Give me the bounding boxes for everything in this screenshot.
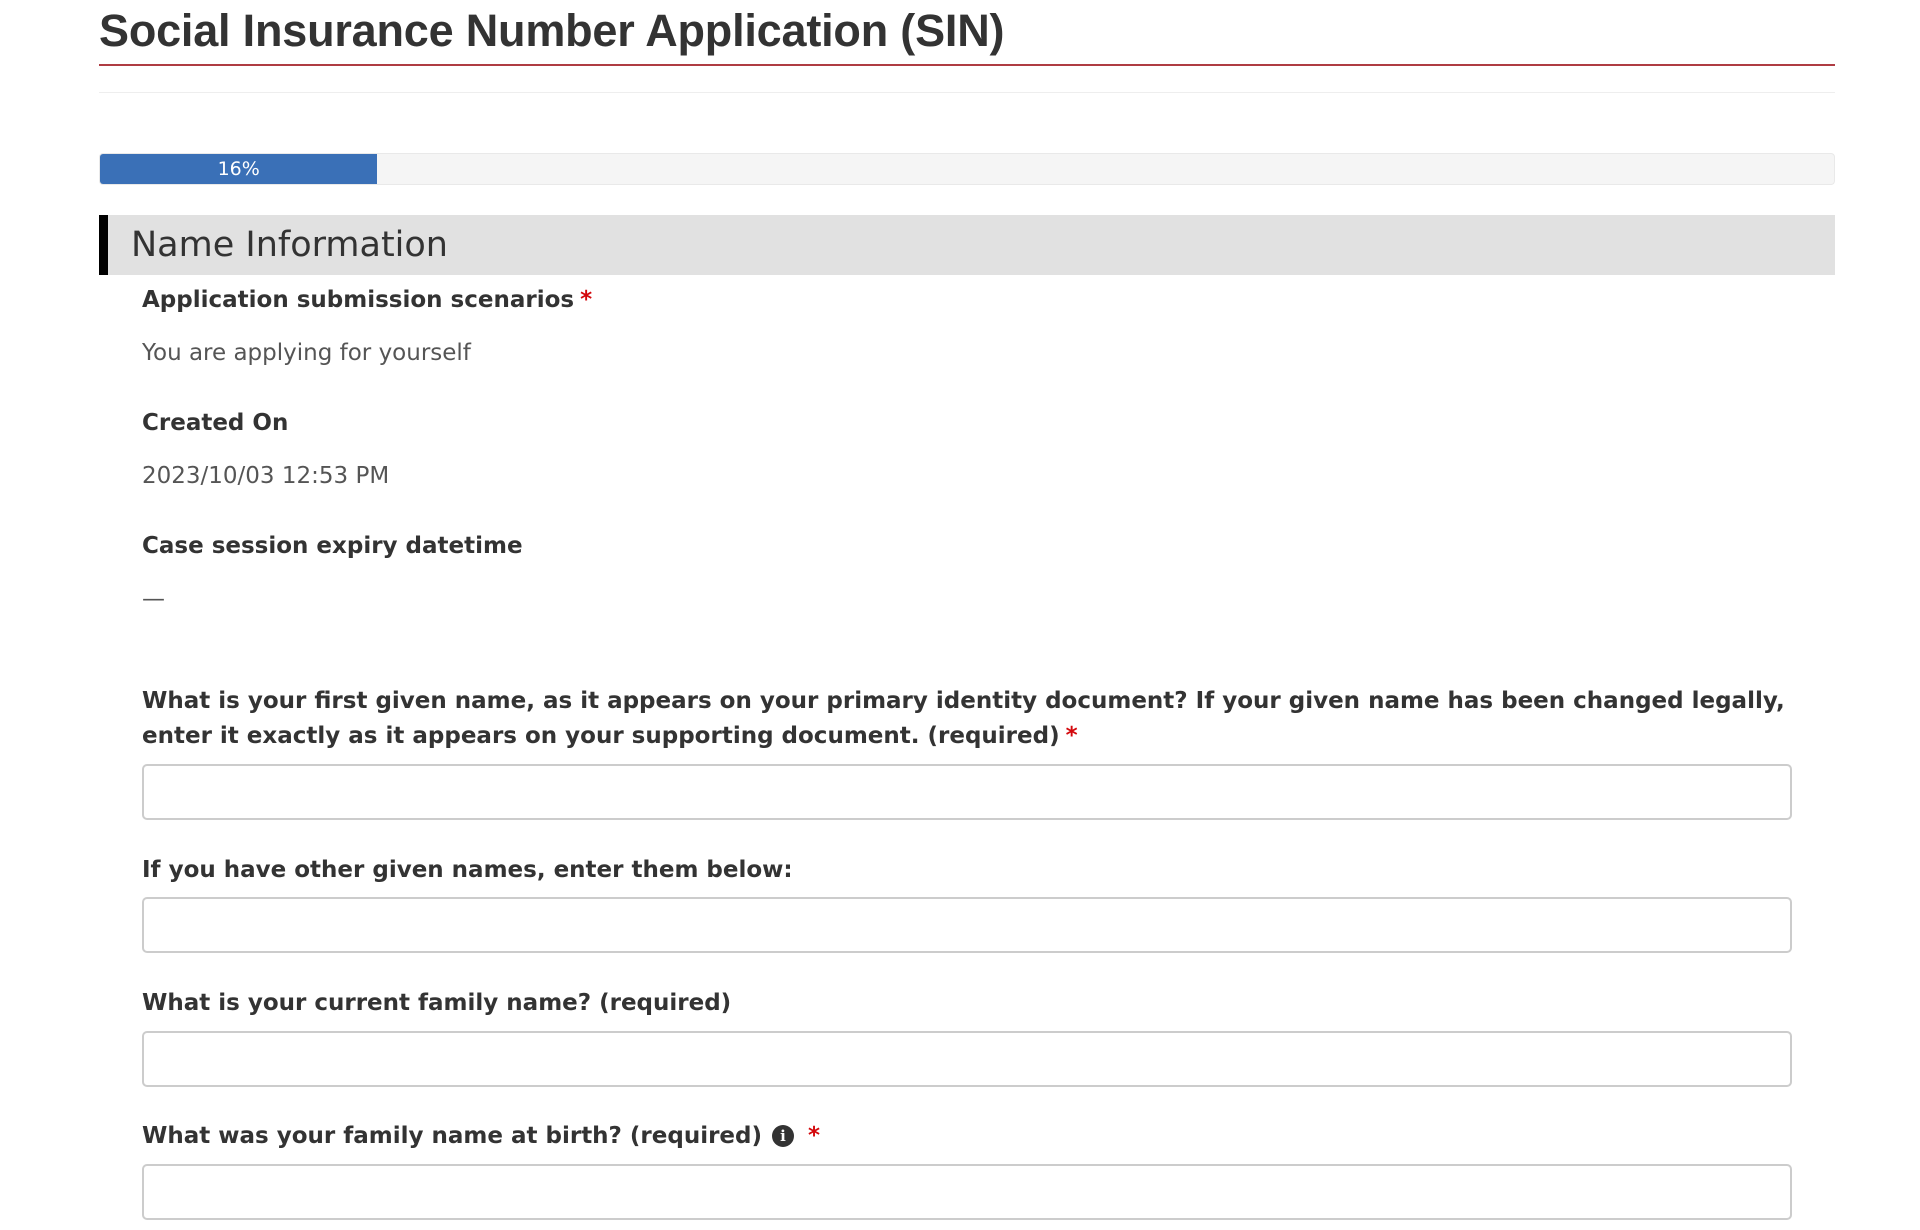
info-circle-icon[interactable]: i <box>772 1125 794 1147</box>
other-given-names-input[interactable] <box>142 897 1792 953</box>
page-title: Social Insurance Number Application (SIN) <box>99 5 1005 56</box>
title-divider <box>99 64 1835 66</box>
progress-bar <box>99 153 1835 185</box>
first-given-name-input[interactable] <box>142 764 1792 820</box>
light-divider <box>99 92 1835 93</box>
session-expiry-value: — <box>142 586 165 612</box>
created-on-label: Created On <box>142 410 289 436</box>
created-on-value: 2023/10/03 12:53 PM <box>142 463 390 489</box>
progress-bar-fill: 16% <box>100 154 377 184</box>
section-header: Name Information <box>99 215 1835 275</box>
required-star: * <box>1065 723 1078 749</box>
required-star: * <box>808 1123 821 1149</box>
family-name-at-birth-input[interactable] <box>142 1164 1792 1220</box>
required-star: * <box>580 287 593 313</box>
first-given-name-label: What is your first given name, as it appears on your primary identity document? If your given name has been changed legally, enter it exactly as it appears on your supporting document. (required) * <box>142 688 1785 749</box>
other-given-names-label: If you have other given names, enter them below: <box>142 857 793 883</box>
submission-scenario-value: You are applying for yourself <box>142 340 471 366</box>
current-family-name-input[interactable] <box>142 1031 1792 1087</box>
current-family-name-label: What is your current family name? (required) <box>142 990 732 1016</box>
form-fields <box>99 283 1792 1220</box>
session-expiry-label: Case session expiry datetime <box>142 533 523 559</box>
main-content <box>99 0 1835 1220</box>
submission-scenario-label: Application submission scenarios * <box>142 287 593 313</box>
family-name-at-birth-label: What was your family name at birth? (required) i * <box>142 1123 821 1149</box>
